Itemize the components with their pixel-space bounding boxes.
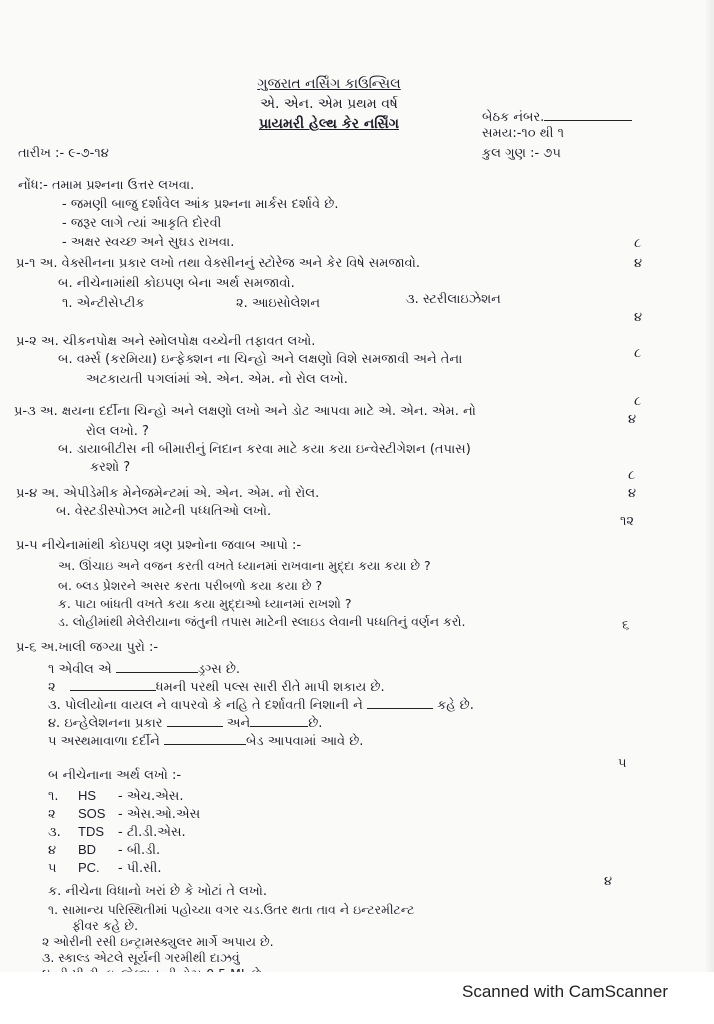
scanner-watermark [0, 972, 714, 1024]
q6-c-item-cont: ફીવર કહે છે. [72, 918, 139, 933]
abbr-row: ૧. HS - એચ.એસ. [48, 788, 184, 804]
marks: ૪ [634, 256, 643, 271]
abbr-row: ૩. TDS - ટી.ડી.એસ. [48, 824, 186, 840]
q1-option: ૩. સ્ટરીલાઇઝેશન [406, 292, 501, 307]
q1-a: પ્ર-૧ અ. વેક્સીનના પ્રકાર લખો તથા વેક્સીનનું સ્ટોરેજ અને કેર વિષે સમજાવો. [16, 256, 420, 271]
note-item: - જમણી બાજુ દર્શાવેલ આંક પ્રશ્નના માર્કસ દર્શાવે છે. [62, 197, 339, 212]
q6-c-item: ૨ ઓરીની રસી ઇન્ટ્રામસ્ક્યુલર માર્ગે અપાય છે. [42, 934, 274, 949]
q5-head: પ્ર-૫ નીચેનામાંથી કોઇપણ ત્રણ પ્રશ્નોના જવાબ આપો :- [16, 538, 302, 553]
marks: ૪ [628, 412, 637, 427]
q2-b-cont: અટકાયતી પગલાંમાં એ. એન. એમ. નો રોલ લખો. [86, 372, 348, 387]
q3-b: બ. ડાયાબીટીસ ની બીમારીનું નિદાન કરવા માટે કયા કયા ઇન્વેસ્ટીગેશન (તપાસ) [58, 442, 471, 457]
q3-a-cont: રોલ લખો. ? [86, 424, 149, 439]
q6-b-head: બ નીચેનાના અર્થ લખો :- [48, 768, 182, 783]
fill-blank-1: ૧ એવીલ એ ડ્રગ્સ છે. [48, 662, 241, 677]
marks: ૪ [604, 874, 613, 889]
q1-b: બ. નીચેનામાંથી કોઇપણ બેના અર્થ સમજાવો. [58, 276, 295, 291]
q5-b: બ. બ્લડ પ્રેશરને અસર કરતા પરીબળો કયા કયા છે ? [58, 578, 323, 593]
q5-c: ક. પાટા બાંધતી વખતે કયા કયા મુદ્દાઓ ધ્યાનમાં રાખશો ? [58, 596, 352, 611]
fill-blank-3: ૩. પોલીયોના વાયલ ને વાપરવો કે નહિ તે દર્શાવતી નિશાની ને કહે છે. [48, 698, 474, 713]
q5-d: ડ. લોહીમાંથી મેલેરીયાના જંતુની તપાસ માટેની સ્લાઇડ લેવાની પધ્ધતિનું વર્ણન કરો. [58, 614, 466, 629]
note-item: - જરૂર લાગે ત્યાં આકૃતિ દોરવી [62, 216, 222, 231]
council-title: ગુજરાત નર્સિંગ કાઉન્સિલ [257, 76, 401, 92]
q1-option: ૧. એન્ટીસેપ્ટીક [62, 296, 145, 311]
q5-a: અ. ઊંચાઇ અને વજન કરતી વખતે ધ્યાનમાં રાખવાના મુદ્દા કયા કયા છે ? [58, 558, 431, 573]
abbr-row: ૨ SOS - એસ.ઓ.એસ [48, 806, 201, 822]
q3-b-cont: કરશો ? [90, 460, 131, 475]
marks: ૮ [634, 236, 642, 251]
fill-blank-4: ૪. ઇન્હેલેશનના પ્રકાર અને છે. [48, 716, 323, 731]
page-edge-shadow [704, 0, 714, 1024]
marks: ૬ [622, 618, 630, 633]
q4-a: પ્ર-૪ અ. એપીડેમીક મેનેજમેન્ટમાં એ. એન. એમ. નો રોલ. [16, 486, 320, 501]
marks: ૮ [634, 346, 642, 361]
fill-blank-2: ૨ ધમની પરથી પલ્સ સારી રીતે માપી શકાય છે. [48, 680, 385, 695]
q6-c-item: ૧. સામાન્ય પરિસ્થિતીમાં પહોચ્યા વગર ચડ.ઉતર થતા તાવ ને ઇન્ટરમીટન્ટ [48, 902, 415, 917]
exam-date: તારીખ :- ૯-૭-૧૪ [18, 146, 109, 161]
course-title: એ. એન. એમ પ્રથમ વર્ષ [260, 96, 398, 112]
scanner-label: Scanned with CamScanner [462, 982, 669, 1001]
marks: ૪ [628, 486, 637, 501]
marks: ૮ [634, 394, 642, 409]
q1-option: ૨. આઇસોલેશન [236, 296, 321, 311]
q4-b: બ. વેસ્ટડીસ્પોઝલ માટેની પધ્ધતિઓ લખો. [56, 504, 272, 519]
q3-a: પ્ર-૩ અ. ક્ષયના દર્દીના ચિન્હો અને લક્ષણો લખો અને ડોટ આપવા માટે એ. એન. એમ. નો [14, 404, 476, 419]
q6-c-head: ક. નીચેના વિધાનો ખરાં છે કે ખોટાં તે લખો. [48, 884, 268, 899]
notes-intro: નોંધ:- તમામ પ્રશ્નના ઉત્તર લખવા. [18, 178, 195, 193]
marks: ૮ [628, 468, 636, 483]
abbr-row: ૪ BD - બી.ડી. [48, 842, 161, 858]
q2-b: બ. વર્મ્સ (કરમિયા) ઇન્ફેક્શન ના ચિન્હો અને લક્ષણો વિશે સમજાવી અને તેના [58, 352, 463, 367]
marks: ૧૨ [620, 514, 635, 529]
subject-title: પ્રાયમરી હેલ્થ કેર નર્સિંગ [259, 116, 399, 132]
total-marks: કુલ ગુણ :- ૭૫ [482, 146, 561, 161]
exam-time: સમય:-૧૦ થી ૧ [482, 126, 564, 141]
fill-blank-5: ૫ અસ્થમાવાળા દર્દીને બેડ આપવામાં આવે છે. [48, 734, 364, 749]
q6-c-item: ૩. સ્કાલ્ડ એટલે સૂર્યની ગરમીથી દાઝવું [42, 950, 240, 965]
seat-number: બેઠક નંબર. [482, 108, 632, 125]
note-item: - અક્ષર સ્વચ્છ અને સુઘડ રાખવા. [62, 235, 235, 250]
marks: ૪ [634, 310, 643, 325]
marks: ૫ [618, 756, 627, 771]
q6-head: પ્ર-૬ અ.ખાલી જગ્યા પુરો :- [16, 640, 159, 655]
abbr-row: ૫ PC. - પી.સી. [48, 860, 162, 876]
q2-a: પ્ર-૨ અ. ચીકનપોક્ષ અને સ્મોલપોક્ષ વચ્ચેની તફાવત લખો. [16, 334, 316, 349]
